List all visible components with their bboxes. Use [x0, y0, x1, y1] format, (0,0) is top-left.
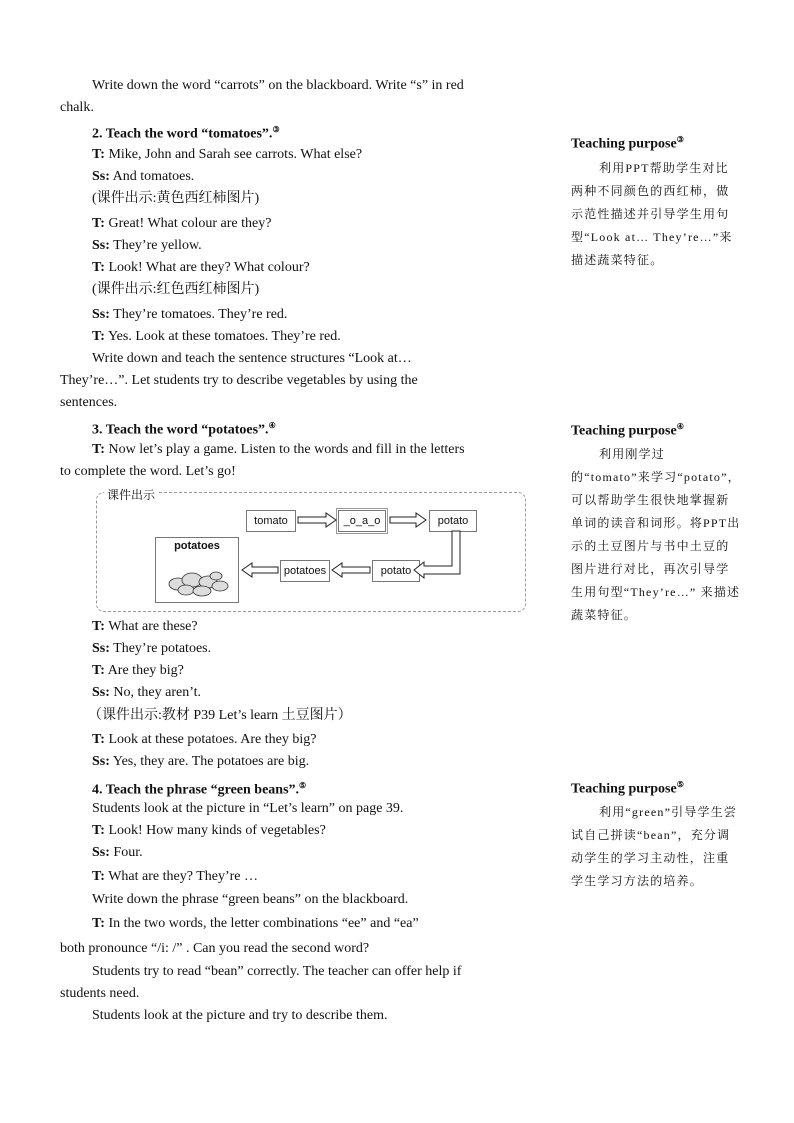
section-heading-potatoes: 3. Teach the word “potatoes”.④: [92, 421, 276, 438]
section-heading-green-beans: 4. Teach the phrase “green beans”.⑤: [92, 781, 307, 798]
word-box-potato: potato: [429, 510, 477, 532]
paragraph-line: students need.: [60, 986, 140, 1001]
picture-title: potatoes: [174, 540, 220, 552]
teaching-purpose-text: 利用“green”引导学生尝试自己拼读“bean”，充分调动学生的学习主动性，注重学生学习方法的培养。: [571, 805, 738, 888]
paragraph-line: sentences.: [60, 395, 118, 410]
dialogue-line: T: Look at these potatoes. Are they big?: [92, 732, 317, 747]
dialogue-line: Ss: They’re yellow.: [92, 238, 202, 253]
dialogue-line: T: Look! How many kinds of vegetables?: [92, 823, 326, 838]
dialogue-line: T: Now let’s play a game. Listen to the words and fill in the letters: [92, 442, 465, 457]
word-box-tomato: tomato: [246, 510, 296, 532]
paragraph-line: They’re…”. Let students try to describe vegetables by using the: [60, 373, 418, 388]
dialogue-line: Ss: They’re potatoes.: [92, 641, 212, 656]
dialogue-line: Ss: Four.: [92, 845, 143, 860]
teaching-purpose-title: Teaching purpose④: [571, 422, 684, 439]
paragraph-line: Students try to read “bean” correctly. The teacher can offer help if: [92, 964, 462, 979]
dialogue-line: Ss: No, they aren’t.: [92, 685, 202, 700]
dialogue-line: T: Yes. Look at these tomatoes. They’re red.: [92, 329, 341, 344]
paragraph-line: Students look at the picture and try to describe them.: [92, 1008, 388, 1023]
paragraph-line: both pronounce “/i: /” . Can you read the second word?: [60, 941, 370, 956]
dialogue-line: Ss: And tomatoes.: [92, 169, 195, 184]
word-box-potato-2: potato: [372, 560, 420, 582]
paragraph-line: Write down the word “carrots” on the blackboard. Write “s” in red: [92, 78, 464, 93]
teaching-purpose-title: Teaching purpose⑤: [571, 780, 684, 797]
note-ref: ④: [268, 421, 276, 430]
dialogue-line: T: Look! What are they? What colour?: [92, 260, 310, 275]
word-box-blank: _o_a_o: [338, 510, 386, 532]
courseware-note: （课件出示:教材 P39 Let’s learn 土豆图片）: [88, 708, 352, 723]
paragraph-line: Write down the phrase “green beans” on the blackboard.: [92, 892, 409, 907]
note-ref: ⑤: [299, 781, 307, 790]
section-heading-tomatoes: 2. Teach the word “tomatoes”.③: [92, 125, 280, 142]
dialogue-line: T: What are they? They’re …: [92, 869, 258, 884]
courseware-note: (课件出示:红色西红柿图片): [92, 282, 260, 297]
arrow-left-icon: [332, 563, 370, 577]
paragraph-line: chalk.: [60, 100, 94, 115]
word-box-potatoes: potatoes: [280, 560, 330, 582]
arrow-turn-icon: [414, 531, 460, 578]
dialogue-line: Ss: They’re tomatoes. They’re red.: [92, 307, 288, 322]
paragraph-line: Students look at the picture in “Let’s learn” on page 39.: [92, 801, 404, 816]
arrow-right-icon: [390, 513, 426, 527]
diagram-label: 课件出示: [104, 486, 158, 503]
dialogue-line: T: Great! What colour are they?: [92, 216, 272, 231]
arrow-right-icon: [298, 513, 336, 527]
dialogue-line: Ss: Yes, they are. The potatoes are big.: [92, 754, 310, 769]
dialogue-line: T: Are they big?: [92, 663, 184, 678]
teaching-purpose-title: Teaching purpose③: [571, 135, 684, 152]
teaching-purpose-text: 利用PPT帮助学生对比两种不同颜色的西红柿，做示范性描述并引导学生用句型“Look at… They’re…”来描述蔬菜特征。: [571, 161, 733, 267]
teaching-purpose-text: 利用刚学过的“tomato”来学习“potato”，可以帮助学生很快地掌握新单词的读音和词形。将PPT出示的土豆图片与书中土豆的图片进行对比，再次引导学生用句型“They’re…” 来描述蔬菜特征。: [571, 447, 741, 622]
note-ref: ③: [272, 125, 280, 134]
paragraph-line: to complete the word. Let’s go!: [60, 464, 236, 479]
dialogue-line: T: What are these?: [92, 619, 198, 634]
paragraph-line: Write down and teach the sentence structures “Look at…: [92, 351, 412, 366]
courseware-note: (课件出示:黄色西红柿图片): [92, 191, 260, 206]
arrow-left-icon: [242, 563, 278, 577]
dialogue-line: T: In the two words, the letter combinations “ee” and “ea”: [92, 916, 419, 931]
dialogue-line: T: Mike, John and Sarah see carrots. What else?: [92, 147, 363, 162]
